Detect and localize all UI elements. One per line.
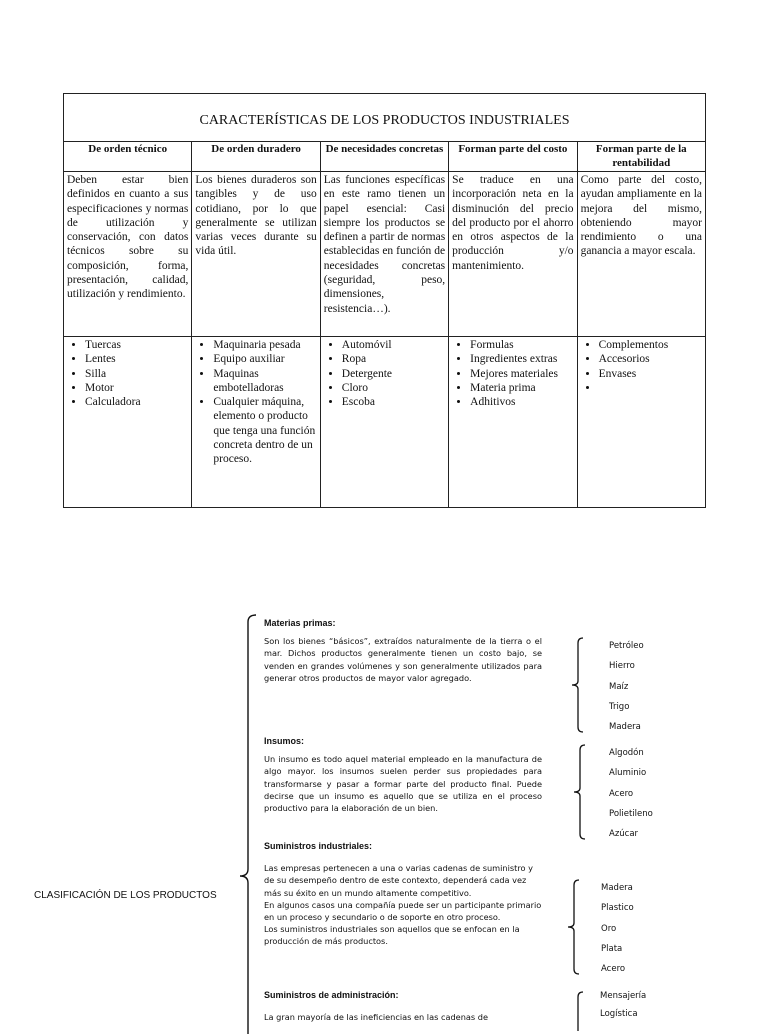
list-suministros-industriales xyxy=(601,883,634,984)
list-item: Algodón xyxy=(609,748,644,758)
list-item: • Motor xyxy=(85,381,188,395)
table-row-examples xyxy=(64,337,706,508)
list-item: Trigo xyxy=(609,701,630,712)
examples-duradero xyxy=(192,337,320,508)
list-item xyxy=(599,381,702,395)
desc-tecnico: Deben estar bien definidos en cuanto a sus especificaciones y normas de utilización y conservación, con datos técnicos sobre su composición, forma, presentación, calidad, utilización y rendimiento. xyxy=(64,172,192,337)
examples-tecnico xyxy=(64,337,192,508)
section-materias-primas xyxy=(264,617,542,684)
list-item: • Envases xyxy=(599,367,702,381)
list-item: Hierro xyxy=(609,661,635,672)
section-text: Un insumo es todo aquel material empleado en la manufactura de algo mayor. los insumos suelen perder sus propiedades para transformarse y pasar a formar parte del producto final. Puede decirse que un insumo es aquello que se utiliza en el proceso productivo para la elaboración de un bien. xyxy=(264,754,542,814)
brace-icon xyxy=(572,744,586,840)
list-item: • Cualquier máquina, elemento o producto que tenga una función concreta dentro de un proceso. xyxy=(213,395,316,466)
list-item: • Calculadora xyxy=(85,395,188,409)
list-item: Polietileno xyxy=(609,808,653,819)
list-item: • Silla xyxy=(85,367,188,381)
header-duradero: De orden duradero xyxy=(192,142,320,172)
desc-duradero: Los bienes duraderos son tangibles y de uso cotidiano, por lo que generalmente se utilizan varias veces durante su vida útil. xyxy=(192,172,320,337)
list-item: • Ingredientes extras xyxy=(470,352,573,366)
list-item: Maíz xyxy=(609,681,629,692)
examples-rentabilidad xyxy=(577,337,705,508)
list-item: Plastico xyxy=(601,903,634,914)
list-item: • Maquinaria pesada xyxy=(213,338,316,352)
classification-root-label: CLASIFICACIÓN DE LOS PRODUCTOS xyxy=(34,890,217,901)
section-text: La gran mayoría de las ineficiencias en las cadenas de xyxy=(264,1012,489,1023)
list-item: Acero xyxy=(609,788,634,799)
section-heading: Insumos: xyxy=(264,736,305,746)
section-text: Las empresas pertenecen a una o varias cadenas de suministro y de su desempeño dentro de este contexto, dependerá cada vez más su éxito en un mundo altamente competitivo. En algunos casos una compañía puede ser un participante primario en un proceso y secundario o de soporte en otro proceso. Los suministros industriales son aquellos que se enfocan en la producción de más productos. xyxy=(264,863,542,947)
characteristics-table-wrap xyxy=(63,93,706,508)
list-item: • Cloro xyxy=(342,381,445,395)
list-item: • Accesorios xyxy=(599,352,702,366)
section-heading: Suministros industriales: xyxy=(264,841,373,851)
list-item: • Escoba xyxy=(342,395,445,409)
section-text: Son los bienes “básicos”, extraídos naturalmente de la tierra o el mar. Dichos productos generalmente tienen un costo bajo, se venden en grandes volúmenes y son generalmente utilizados para generar otros productos de mayor valor agregado. xyxy=(264,636,542,683)
list-item: Logística xyxy=(600,1009,638,1019)
list-item: • Formulas xyxy=(470,338,573,352)
list-item: Madera xyxy=(601,883,633,893)
list-item: • Detergente xyxy=(342,367,445,381)
examples-costo xyxy=(449,337,577,508)
list-item: Petróleo xyxy=(609,641,644,651)
section-heading: Suministros de administración: xyxy=(264,990,399,1000)
list-item: Madera xyxy=(609,722,641,733)
main-brace-icon xyxy=(234,614,258,1034)
header-necesidades: De necesidades concretas xyxy=(320,142,448,172)
list-item: • Lentes xyxy=(85,352,188,366)
list-item: • Ropa xyxy=(342,352,445,366)
list-item: • Equipo auxiliar xyxy=(213,352,316,366)
header-tecnico: De orden técnico xyxy=(64,142,192,172)
list-item: Aluminio xyxy=(609,768,647,779)
section-insumos xyxy=(264,735,542,814)
list-item: • Maquinas embotelladoras xyxy=(213,367,316,396)
characteristics-table xyxy=(63,93,706,508)
table-title: CARACTERÍSTICAS DE LOS PRODUCTOS INDUSTRIALES xyxy=(64,94,706,142)
brace-icon xyxy=(566,879,580,975)
brace-icon xyxy=(570,991,584,1031)
examples-necesidades xyxy=(320,337,448,508)
list-item: Oro xyxy=(601,923,617,934)
desc-costo: Se traduce en una incorporación neta en la disminución del precio del producto por el ahorro en otros aspectos de la producción y/o mantenimiento. xyxy=(449,172,577,337)
list-item: Acero xyxy=(601,964,626,975)
list-item: Azúcar xyxy=(609,829,639,840)
list-item: • Adhitivos xyxy=(470,395,573,409)
section-heading: Materias primas: xyxy=(264,618,336,628)
section-suministros-industriales xyxy=(264,840,542,948)
header-rentabilidad: Forman parte de la rentabilidad xyxy=(577,142,705,172)
list-item: Plata xyxy=(601,943,623,954)
list-insumos xyxy=(609,748,653,849)
list-item: • Complementos xyxy=(599,338,702,352)
table-row-descriptions xyxy=(64,172,706,337)
list-item: • Materia prima xyxy=(470,381,573,395)
desc-rentabilidad: Como parte del costo, ayudan ampliamente en la mejora del mismo, obteniendo mayor rendimiento o una ganancia a mayor escala. xyxy=(577,172,705,337)
list-item: • Mejores materiales xyxy=(470,367,573,381)
table-header-row xyxy=(64,142,706,172)
desc-necesidades: Las funciones específicas en este ramo tienen un papel esencial: Casi siempre los productos se definen a partir de normas establecidas en función de necesidades concretas (seguridad, peso, dimensiones, resistencia…). xyxy=(320,172,448,337)
section-suministros-administracion xyxy=(264,989,542,1023)
list-item: • Automóvil xyxy=(342,338,445,352)
list-item: • Tuercas xyxy=(85,338,188,352)
brace-icon xyxy=(570,637,584,733)
list-item: Mensajería xyxy=(600,991,647,1001)
header-costo: Forman parte del costo xyxy=(449,142,577,172)
list-materias-primas xyxy=(609,641,644,742)
